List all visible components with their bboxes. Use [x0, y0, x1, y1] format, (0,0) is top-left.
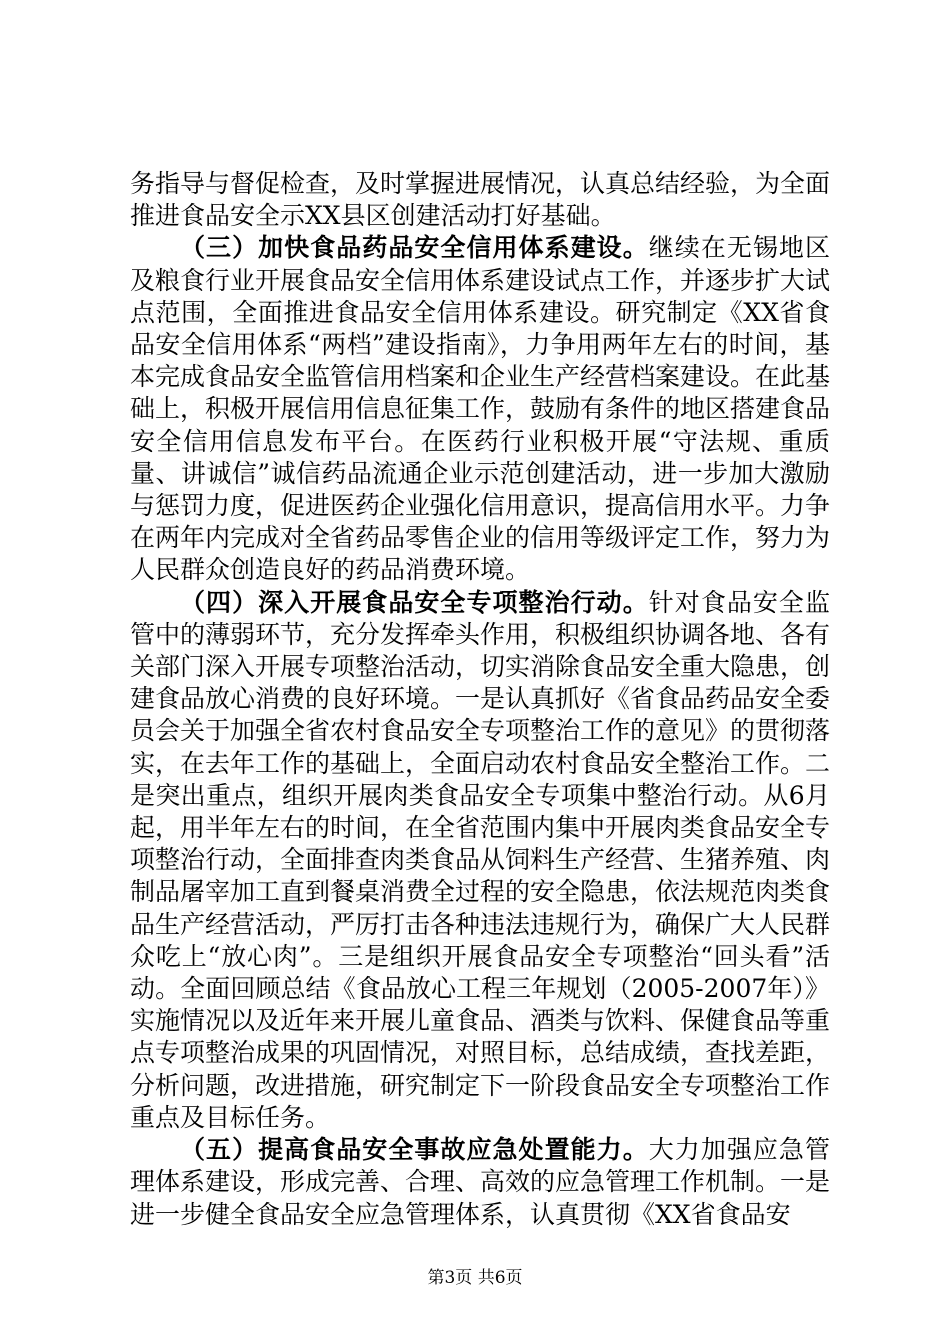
paragraph-section-4 [130, 587, 830, 1134]
document-body [130, 168, 830, 1231]
paragraph-section-5 [130, 1134, 830, 1231]
paragraph-text: 针对食品安全监管中的薄弱环节，充分发挥牵头作用，积极组织协调各地、各有关部门深入开展专项整治活动，切实消除食品安全重大隐患，创建食品放心消费的良好环境。一是认真抓好《省食品药品安全委员会关于加强全省农村食品安全专项整治工作的意见》的贯彻落实，在去年工作的基础上，全面启动农村食品安全整治工作。二是突出重点，组织开展肉类食品安全专项集中整治行动。从6月起，用半年左右的时间，在全省范围内集中开展肉类食品安全专项整治行动，全面排查肉类食品从饲料生产经营、生猪养殖、肉制品屠宰加工直到餐桌消费全过程的安全隐患，依法规范肉类食品生产经营活动，严厉打击各种违法违规行为，确保广大人民群众吃上“放心肉”。三是组织开展食品安全专项整治“回头看”活动。全面回顾总结《食品放心工程三年规划（2005-2007年）》实施情况以及近年来开展儿童食品、酒类与饮料、保健食品等重点专项整治成果的巩固情况，对照目标，总结成绩，查找差距，分析问题，改进措施，研究制定下一阶段食品安全专项整治工作重点及目标任务。 [130, 587, 831, 1132]
section-heading: （三）加快食品药品安全信用体系建设。 [180, 233, 649, 263]
paragraph-text: 务指导与督促检查，及时掌握进展情况，认真总结经验，为全面推进食品安全示XX县区创建活动打好基础。 [130, 169, 831, 231]
paragraph-text: 大力加强应急管理体系建设，形成完善、合理、高效的应急管理工作机制。一是进一步健全食品安全应急管理体系，认真贯彻《XX省食品安 [130, 1135, 831, 1229]
page-number-footer: 第3页 共6页 [427, 1268, 523, 1288]
paragraph-section-3 [130, 232, 830, 586]
paragraph-continuation [130, 168, 830, 232]
section-heading: （五）提高食品安全事故应急处置能力。 [180, 1135, 649, 1165]
section-heading: （四）深入开展食品安全专项整治行动。 [180, 587, 649, 617]
paragraph-text: 继续在无锡地区及粮食行业开展食品安全信用体系建设试点工作，并逐步扩大试点范围，全面推进食品安全信用体系建设。研究制定《XX省食品安全信用体系“两档”建设指南》，力争用两年左右的时间，基本完成食品安全监管信用档案和企业生产经营档案建设。在此基础上，积极开展信用信息征集工作，鼓励有条件的地区搭建食品安全信用信息发布平台。在医药行业积极开展“守法规、重质量、讲诚信”诚信药品流通企业示范创建活动，进一步加大激励与惩罚力度，促进医药企业强化信用意识，提高信用水平。力争在两年内完成对全省药品零售企业的信用等级评定工作，努力为人民群众创造良好的药品消费环境。 [130, 233, 831, 585]
